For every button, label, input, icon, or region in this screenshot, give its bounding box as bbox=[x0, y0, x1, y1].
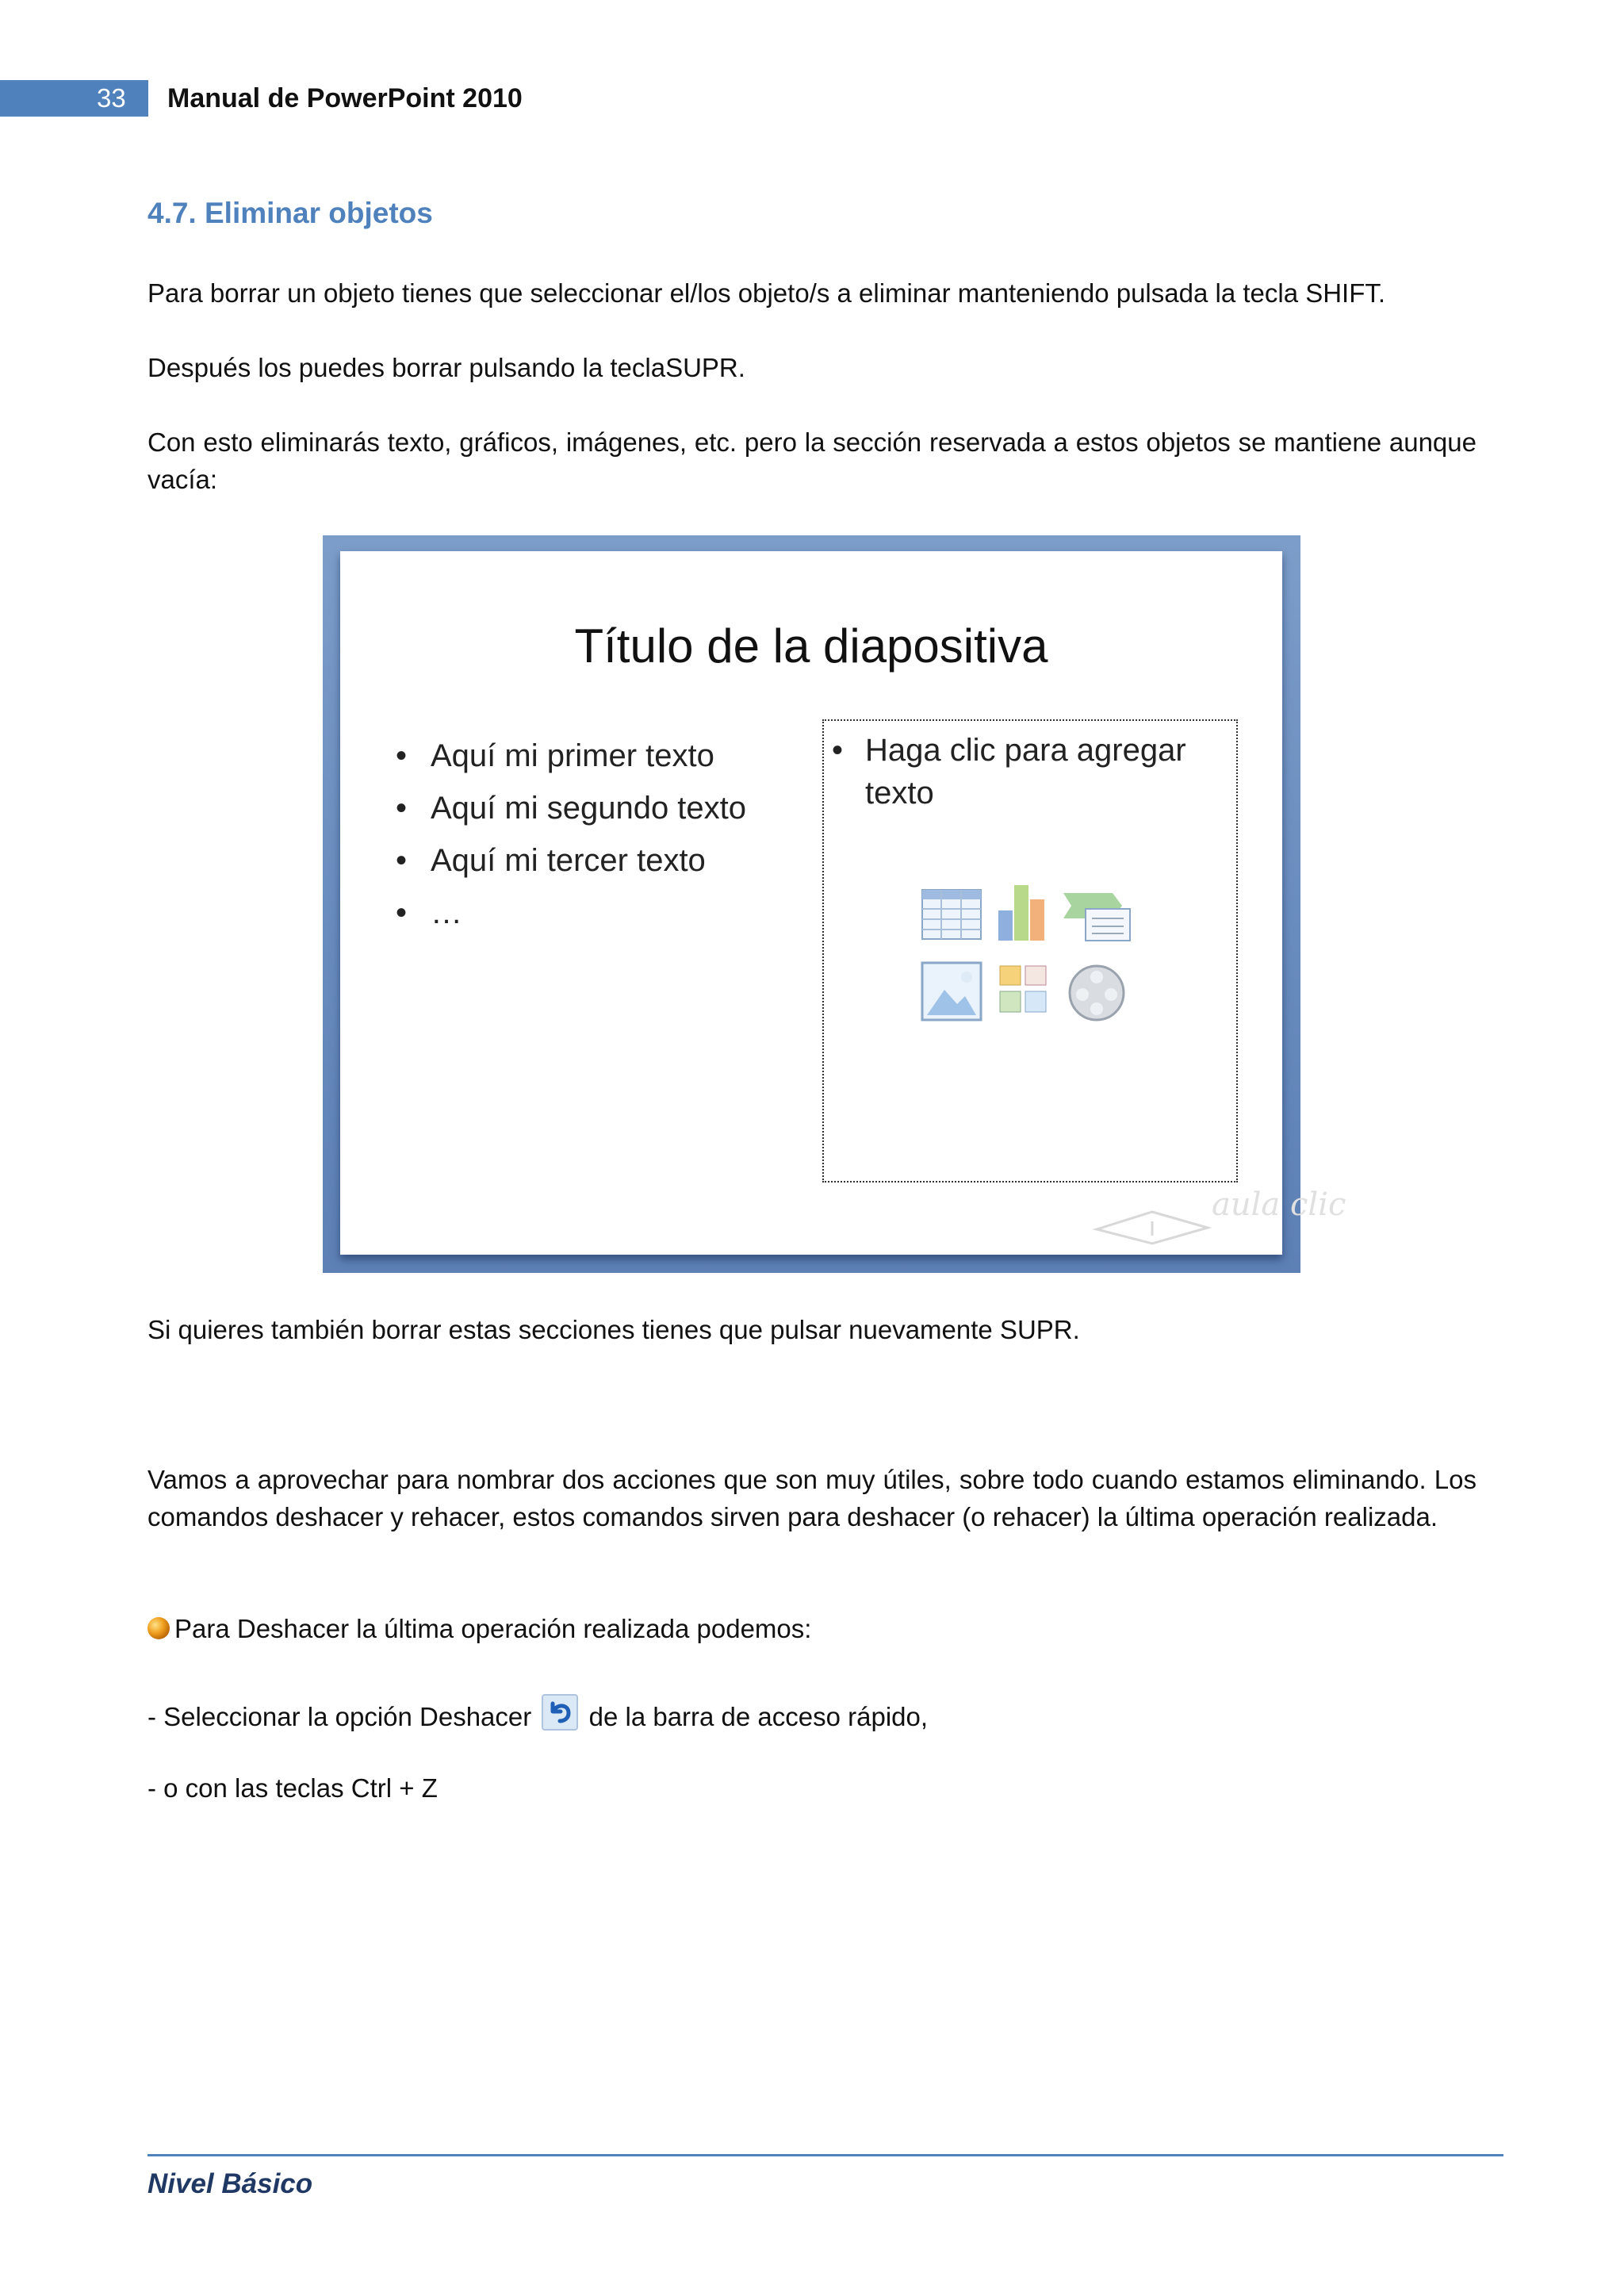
smartart-icon bbox=[1063, 893, 1130, 941]
slide-screenshot bbox=[323, 535, 1346, 1273]
section-heading: 4.7. Eliminar objetos bbox=[147, 197, 433, 229]
paragraph-delete-key: Después los puedes borrar pulsando la teclaSUPR. bbox=[147, 353, 745, 382]
placeholder-text: Haga clic para agregar texto bbox=[865, 733, 1186, 811]
slide-bullet-1: • Aquí mi primer texto bbox=[396, 730, 746, 782]
table-icon bbox=[922, 890, 981, 939]
picture-icon bbox=[922, 963, 981, 1020]
undo-options-text: Para Deshacer la última operación realizada podemos: bbox=[174, 1614, 812, 1643]
paragraph-ctrl-z: - o con las teclas Ctrl + Z bbox=[147, 1773, 438, 1803]
slide-bullet-list bbox=[396, 730, 746, 939]
footer-level: Nivel Básico bbox=[147, 2168, 313, 2199]
footer-divider bbox=[147, 2154, 1503, 2156]
slide-bullet-4: • … bbox=[396, 887, 746, 939]
slide-bullet-2: • Aquí mi segundo texto bbox=[396, 782, 746, 834]
content-placeholder bbox=[822, 719, 1238, 1182]
undo-button-text-before: - Seleccionar la opción Deshacer bbox=[147, 1702, 532, 1731]
slide bbox=[340, 551, 1346, 1255]
paragraph-undo-options bbox=[147, 1610, 1477, 1647]
page-number: 33 bbox=[97, 83, 126, 113]
paragraph-empty-sections: Con esto eliminarás texto, gráficos, imágenes, etc. pero la sección reservada a estos objetos se mantiene aunque vacía: bbox=[147, 427, 1477, 494]
media-clip-icon bbox=[1070, 966, 1124, 1020]
slide-title: Título de la diapositiva bbox=[574, 619, 1048, 673]
clip-art-icon bbox=[1000, 966, 1046, 1012]
paragraph-press-supr-again: Si quieres también borrar estas secciones tienes que pulsar nuevamente SUPR. bbox=[147, 1315, 1080, 1344]
orange-bullet-icon bbox=[147, 1617, 170, 1639]
paragraph-undo-redo: Vamos a aprovechar para nombrar dos acciones que son muy útiles, sobre todo cuando estamos eliminando. Los comandos deshacer y rehacer, estos comandos sirven para deshacer (o rehacer) la última operación realizada. bbox=[147, 1465, 1477, 1531]
header-title: Manual de PowerPoint 2010 bbox=[167, 83, 523, 113]
aulaclic-watermark bbox=[1065, 1182, 1346, 1253]
insert-content-icons bbox=[921, 884, 1135, 1026]
watermark-text: aula clic bbox=[1212, 1186, 1346, 1223]
placeholder-bullet: • bbox=[832, 733, 844, 768]
undo-icon bbox=[542, 1694, 578, 1731]
chart-icon bbox=[998, 885, 1044, 941]
paragraph-select-objects: Para borrar un objeto tienes que seleccionar el/los objeto/s a eliminar manteniendo pulsada la tecla SHIFT. bbox=[147, 278, 1386, 308]
undo-button-text-after: de la barra de acceso rápido, bbox=[588, 1702, 929, 1731]
paragraph-undo-button bbox=[147, 1694, 1477, 1735]
slide-bullet-3: • Aquí mi tercer texto bbox=[396, 834, 746, 887]
